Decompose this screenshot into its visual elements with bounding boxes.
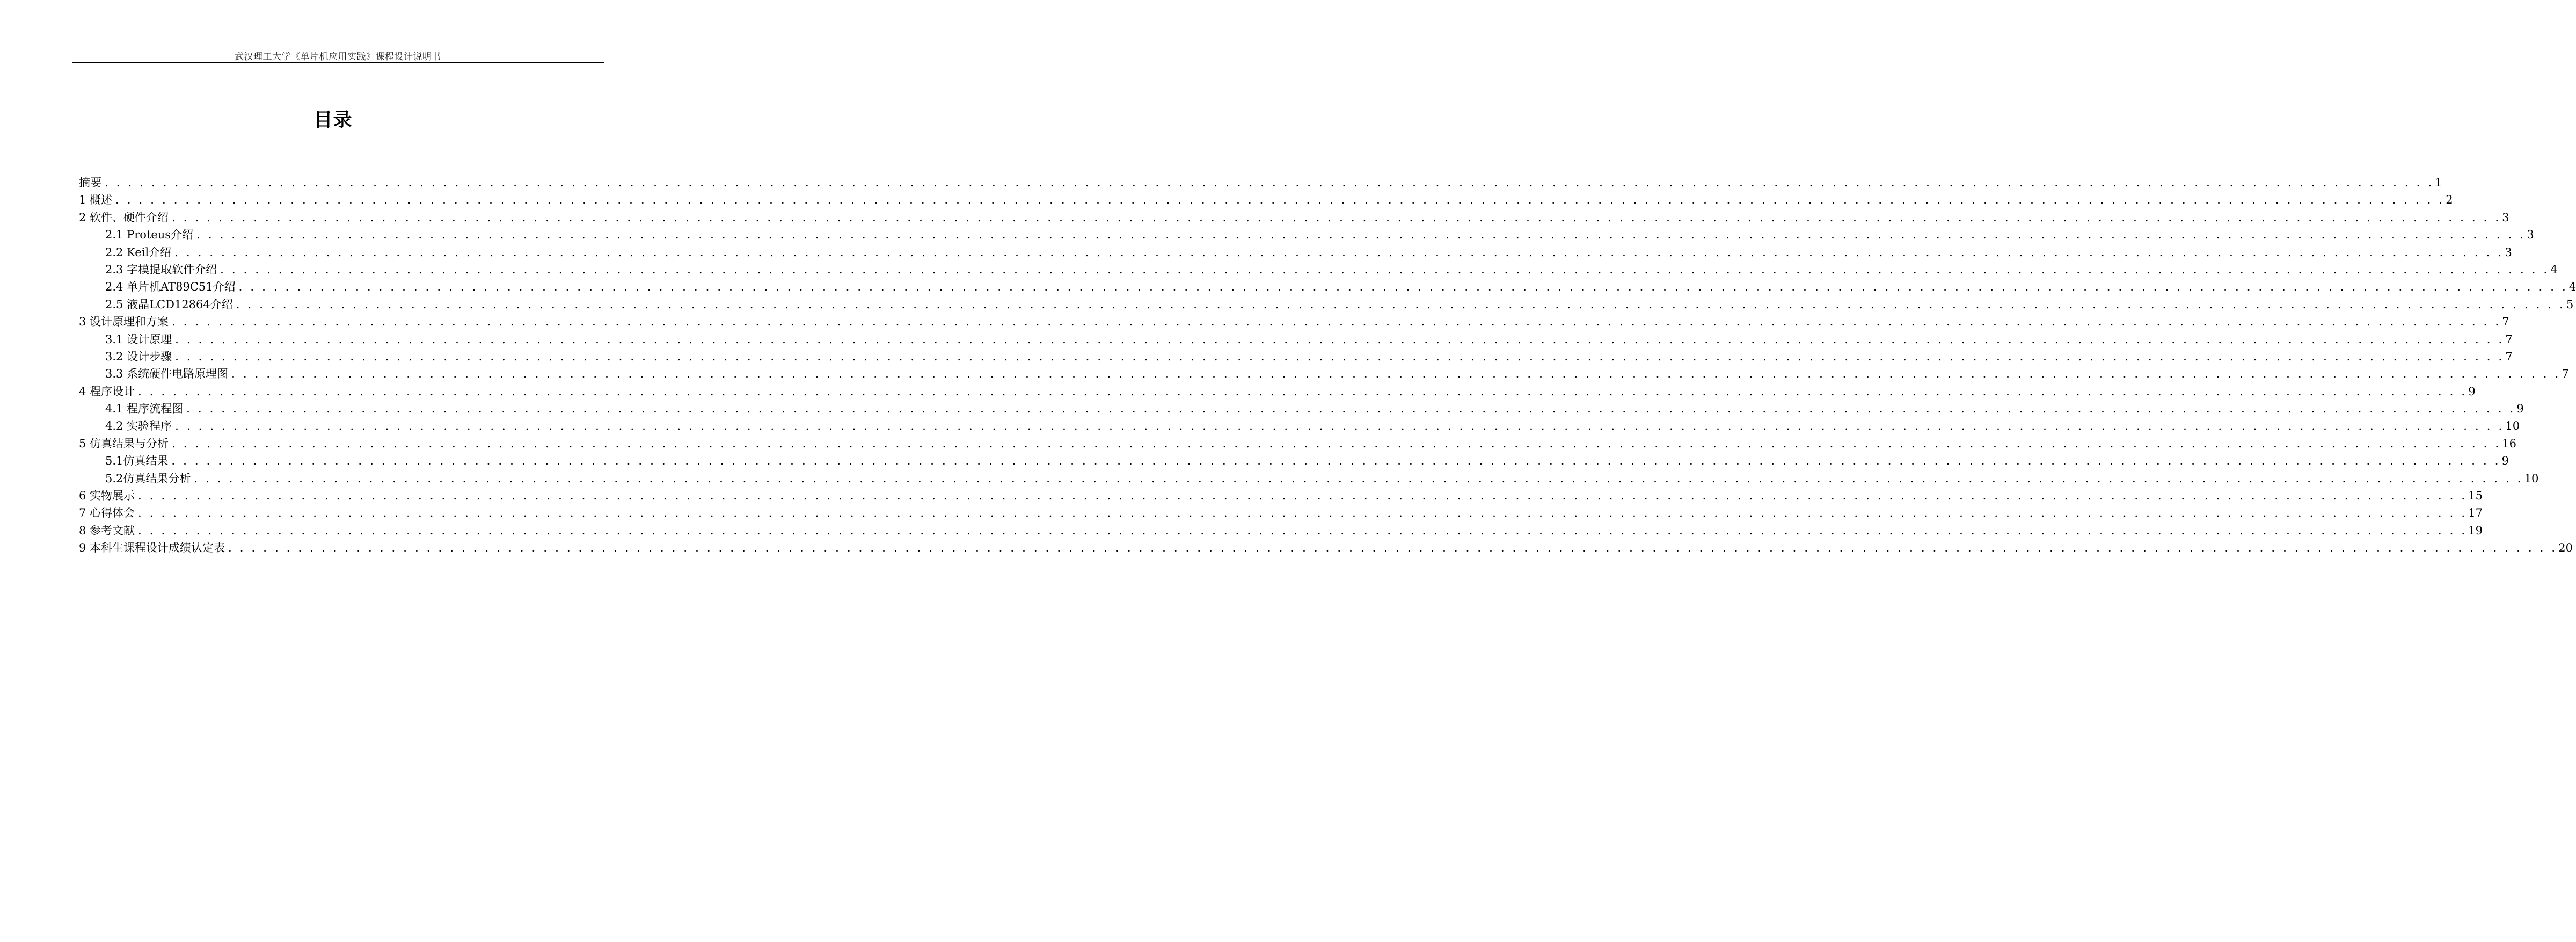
toc-entry-label: 2 软件、硬件介绍 (79, 211, 169, 224)
toc-entry-page-number: 10 (2505, 419, 2520, 433)
toc-entry[interactable] (79, 174, 2442, 191)
toc-entry-page-number: 2 (2446, 193, 2453, 207)
toc-dot-leader: . . . . . . . . . . . . . . . . . . . . . . . . . . . . . . . . . . . . . . . . . . . . . . . . . . . . . . . . . . . . . . . . . . . . . . . . . . . . . . . . . . . . . . . . . . . . . . . . . . . . . . . . . . . . . . . . . . . . . . . . . . . . . . . . . . . . . . . . . . . . . . . . . . . . . . . . . . . . . . . . . . . . . . . . . . . . . . . . . . . . . . . . . . . . . . . . . . . . . . . . (172, 437, 2501, 450)
toc-dot-leader: . . . . . . . . . . . . . . . . . . . . . . . . . . . . . . . . . . . . . . . . . . . . . . . . . . . . . . . . . . . . . . . . . . . . . . . . . . . . . . . . . . . . . . . . . . . . . . . . . . . . . . . . . . . . . . . . . . . . . . . . . . . . . . . . . . . . . . . . . . . . . . . . . . . . . . . . . . . . . . . . . . . . . . . . . . . . . . . . . . . . . . . . . . . . . . . . . . . . . . . . (172, 315, 2501, 329)
toc-entry[interactable] (79, 365, 2569, 382)
toc-entry[interactable] (79, 348, 2513, 365)
toc-entry-label: 2.3 字模提取软件介绍 (105, 263, 217, 276)
toc-entry-page-number: 3 (2527, 228, 2534, 242)
toc-dot-leader: . . . . . . . . . . . . . . . . . . . . . . . . . . . . . . . . . . . . . . . . . . . . . . . . . . . . . . . . . . . . . . . . . . . . . . . . . . . . . . . . . . . . . . . . . . . . . . . . . . . . . . . . . . . . . . . . . . . . . . . . . . . . . . . . . . . . . . . . . . . . . . . . . . . . . . . . . . . . . . . . . . . . . . . . . . . . . . . . . . . . . . . . . . . . . . . . . . . . . . . . (138, 506, 2468, 520)
toc-entry-page-number: 5 (2566, 298, 2574, 311)
toc-entry-page-number: 10 (2524, 472, 2539, 485)
toc-dot-leader: . . . . . . . . . . . . . . . . . . . . . . . . . . . . . . . . . . . . . . . . . . . . . . . . . . . . . . . . . . . . . . . . . . . . . . . . . . . . . . . . . . . . . . . . . . . . . . . . . . . . . . . . . . . . . . . . . . . . . . . . . . . . . . . . . . . . . . . . . . . . . . . . . . . . . . . . . . . . . . . . . . . . . . . . . . . . . . . . . . . . . . . . . . . . . . . . . . . . . . . . (175, 332, 2505, 346)
toc-entry[interactable] (79, 470, 2539, 487)
toc-entry[interactable] (79, 209, 2509, 226)
toc-entry-label: 2.4 单片机AT89C51介绍 (105, 280, 236, 294)
toc-entry-label: 5.2仿真结果分析 (105, 472, 191, 485)
toc-entry-label: 7 心得体会 (79, 506, 135, 520)
toc-dot-leader: . . . . . . . . . . . . . . . . . . . . . . . . . . . . . . . . . . . . . . . . . . . . . . . . . . . . . . . . . . . . . . . . . . . . . . . . . . . . . . . . . . . . . . . . . . . . . . . . . . . . . . . . . . . . . . . . . . . . . . . . . . . . . . . . . . . . . . . . . . . . . . . . . . . . . . . . . . . . . . . . . . . . . . . . . . . . . . . . . . . . . . . . . . . . . . . . . . . . . . . . (228, 541, 2558, 555)
toc-dot-leader: . . . . . . . . . . . . . . . . . . . . . . . . . . . . . . . . . . . . . . . . . . . . . . . . . . . . . . . . . . . . . . . . . . . . . . . . . . . . . . . . . . . . . . . . . . . . . . . . . . . . . . . . . . . . . . . . . . . . . . . . . . . . . . . . . . . . . . . . . . . . . . . . . . . . . . . . . . . . . . . . . . . . . . . . . . . . . . . . . . . . . . . . . . . . . . . . . . . . . . . . (171, 454, 2501, 468)
toc-entry-page-number: 7 (2505, 350, 2513, 363)
toc-entry-page-number: 9 (2516, 402, 2524, 416)
toc-entry-page-number: 3 (2505, 245, 2512, 259)
toc-dot-leader: . . . . . . . . . . . . . . . . . . . . . . . . . . . . . . . . . . . . . . . . . . . . . . . . . . . . . . . . . . . . . . . . . . . . . . . . . . . . . . . . . . . . . . . . . . . . . . . . . . . . . . . . . . . . . . . . . . . . . . . . . . . . . . . . . . . . . . . . . . . . . . . . . . . . . . . . . . . . . . . . . . . . . . . . . . . . . . . . . . . . . . . . . . . . . . . . . . . . . . . . (220, 263, 2550, 276)
page-header (72, 45, 604, 63)
toc-dot-leader: . . . . . . . . . . . . . . . . . . . . . . . . . . . . . . . . . . . . . . . . . . . . . . . . . . . . . . . . . . . . . . . . . . . . . . . . . . . . . . . . . . . . . . . . . . . . . . . . . . . . . . . . . . . . . . . . . . . . . . . . . . . . . . . . . . . . . . . . . . . . . . . . . . . . . . . . . . . . . . . . . . . . . . . . . . . . . . . . . . . . . . . . . . . . . . . . . . . . . . . . (172, 211, 2501, 224)
toc-dot-leader: . . . . . . . . . . . . . . . . . . . . . . . . . . . . . . . . . . . . . . . . . . . . . . . . . . . . . . . . . . . . . . . . . . . . . . . . . . . . . . . . . . . . . . . . . . . . . . . . . . . . . . . . . . . . . . . . . . . . . . . . . . . . . . . . . . . . . . . . . . . . . . . . . . . . . . . . . . . . . . . . . . . . . . . . . . . . . . . . . . . . . . . . . . . . . . . . . . . . . . . . (194, 472, 2523, 485)
toc-entry-label: 2.1 Proteus介绍 (105, 228, 194, 242)
toc-entry-page-number: 15 (2468, 489, 2483, 503)
toc-dot-leader: . . . . . . . . . . . . . . . . . . . . . . . . . . . . . . . . . . . . . . . . . . . . . . . . . . . . . . . . . . . . . . . . . . . . . . . . . . . . . . . . . . . . . . . . . . . . . . . . . . . . . . . . . . . . . . . . . . . . . . . . . . . . . . . . . . . . . . . . . . . . . . . . . . . . . . . . . . . . . . . . . . . . . . . . . . . . . . . . . . . . . . . . . . . . . . . . . . . . . . . . (105, 176, 2434, 189)
toc-entry[interactable] (79, 331, 2513, 348)
toc-entry-label: 1 概述 (79, 193, 113, 207)
toc-entry[interactable] (79, 417, 2520, 434)
toc-entry[interactable] (79, 400, 2524, 417)
toc-entry[interactable] (79, 278, 2576, 295)
toc-entry-label: 摘要 (79, 176, 101, 189)
toc-entry-page-number: 4 (2568, 280, 2576, 294)
toc-entry-page-number: 3 (2502, 211, 2509, 224)
toc-entry-label: 2.2 Keil介绍 (105, 245, 172, 259)
toc-dot-leader: . . . . . . . . . . . . . . . . . . . . . . . . . . . . . . . . . . . . . . . . . . . . . . . . . . . . . . . . . . . . . . . . . . . . . . . . . . . . . . . . . . . . . . . . . . . . . . . . . . . . . . . . . . . . . . . . . . . . . . . . . . . . . . . . . . . . . . . . . . . . . . . . . . . . . . . . . . . . . . . . . . . . . . . . . . . . . . . . . . . . . . . . . . . . . . . . . . . . . . . . (196, 228, 2526, 242)
toc-entry-label: 5 仿真结果与分析 (79, 437, 169, 450)
toc-entry-page-number: 16 (2502, 437, 2517, 450)
toc-entry-label: 3.1 设计原理 (105, 332, 172, 346)
toc-entry[interactable] (79, 296, 2574, 313)
header-text: 武汉理工大学《单片机应用实践》课程设计说明书 (235, 52, 441, 62)
toc-entry-label: 4.1 程序流程图 (105, 402, 184, 416)
toc-entry-label: 8 参考文献 (79, 524, 135, 537)
toc-dot-leader: . . . . . . . . . . . . . . . . . . . . . . . . . . . . . . . . . . . . . . . . . . . . . . . . . . . . . . . . . . . . . . . . . . . . . . . . . . . . . . . . . . . . . . . . . . . . . . . . . . . . . . . . . . . . . . . . . . . . . . . . . . . . . . . . . . . . . . . . . . . . . . . . . . . . . . . . . . . . . . . . . . . . . . . . . . . . . . . . . . . . . . . . . . . . . . . . . . . . . . . . (138, 489, 2468, 503)
toc-entry[interactable] (79, 504, 2483, 521)
toc-entry[interactable] (79, 313, 2509, 330)
toc-entry[interactable] (79, 487, 2483, 504)
toc-entry-page-number: 9 (2468, 385, 2476, 398)
toc-entry-page-number: 20 (2558, 541, 2573, 555)
toc-dot-leader: . . . . . . . . . . . . . . . . . . . . . . . . . . . . . . . . . . . . . . . . . . . . . . . . . . . . . . . . . . . . . . . . . . . . . . . . . . . . . . . . . . . . . . . . . . . . . . . . . . . . . . . . . . . . . . . . . . . . . . . . . . . . . . . . . . . . . . . . . . . . . . . . . . . . . . . . . . . . . . . . . . . . . . . . . . . . . . . . . . . . . . . . . . . . . . . . . . . . . . . . (175, 419, 2505, 433)
toc-entry-label: 4.2 实验程序 (105, 419, 172, 433)
toc-dot-leader: . . . . . . . . . . . . . . . . . . . . . . . . . . . . . . . . . . . . . . . . . . . . . . . . . . . . . . . . . . . . . . . . . . . . . . . . . . . . . . . . . . . . . . . . . . . . . . . . . . . . . . . . . . . . . . . . . . . . . . . . . . . . . . . . . . . . . . . . . . . . . . . . . . . . . . . . . . . . . . . . . . . . . . . . . . . . . . . . . . . . . . . . . . . . . . . . . . . . . . . . (174, 245, 2504, 259)
toc-entry[interactable] (79, 226, 2534, 243)
toc-entry-page-number: 9 (2501, 454, 2509, 468)
page-title: 目录 (313, 110, 353, 131)
table-of-contents (79, 174, 2576, 557)
toc-entry[interactable] (79, 522, 2483, 539)
toc-entry-label: 9 本科生课程设计成绩认定表 (79, 541, 225, 555)
toc-entry[interactable] (79, 191, 2453, 208)
toc-entry-page-number: 4 (2550, 263, 2558, 276)
toc-entry-label: 3.3 系统硬件电路原理图 (105, 367, 229, 381)
toc-entry-page-number: 19 (2468, 524, 2483, 537)
toc-entry-page-number: 7 (2562, 367, 2569, 381)
toc-entry[interactable] (79, 452, 2509, 469)
toc-entry[interactable] (79, 244, 2512, 261)
toc-entry[interactable] (79, 383, 2476, 400)
toc-entry[interactable] (79, 435, 2517, 452)
toc-dot-leader: . . . . . . . . . . . . . . . . . . . . . . . . . . . . . . . . . . . . . . . . . . . . . . . . . . . . . . . . . . . . . . . . . . . . . . . . . . . . . . . . . . . . . . . . . . . . . . . . . . . . . . . . . . . . . . . . . . . . . . . . . . . . . . . . . . . . . . . . . . . . . . . . . . . . . . . . . . . . . . . . . . . . . . . . . . . . . . . . . . . . . . . . . . . . . . . . . . . . . . . . (231, 367, 2561, 381)
toc-entry-label: 6 实物展示 (79, 489, 135, 503)
toc-entry-page-number: 7 (2502, 315, 2509, 329)
toc-entry-label: 3 设计原理和方案 (79, 315, 169, 329)
toc-dot-leader: . . . . . . . . . . . . . . . . . . . . . . . . . . . . . . . . . . . . . . . . . . . . . . . . . . . . . . . . . . . . . . . . . . . . . . . . . . . . . . . . . . . . . . . . . . . . . . . . . . . . . . . . . . . . . . . . . . . . . . . . . . . . . . . . . . . . . . . . . . . . . . . . . . . . . . . . . . . . . . . . . . . . . . . . . . . . . . . . . . . . . . . . . . . . . . . . . . . . . . . . (115, 193, 2445, 207)
toc-dot-leader: . . . . . . . . . . . . . . . . . . . . . . . . . . . . . . . . . . . . . . . . . . . . . . . . . . . . . . . . . . . . . . . . . . . . . . . . . . . . . . . . . . . . . . . . . . . . . . . . . . . . . . . . . . . . . . . . . . . . . . . . . . . . . . . . . . . . . . . . . . . . . . . . . . . . . . . . . . . . . . . . . . . . . . . . . . . . . . . . . . . . . . . . . . . . . . . . . . . . . . . . (175, 350, 2505, 363)
toc-entry-label: 5.1仿真结果 (105, 454, 169, 468)
toc-dot-leader: . . . . . . . . . . . . . . . . . . . . . . . . . . . . . . . . . . . . . . . . . . . . . . . . . . . . . . . . . . . . . . . . . . . . . . . . . . . . . . . . . . . . . . . . . . . . . . . . . . . . . . . . . . . . . . . . . . . . . . . . . . . . . . . . . . . . . . . . . . . . . . . . . . . . . . . . . . . . . . . . . . . . . . . . . . . . . . . . . . . . . . . . . . . . . . . . . . . . . . . . (138, 385, 2468, 398)
toc-entry[interactable] (79, 539, 2573, 556)
toc-entry[interactable] (79, 261, 2558, 278)
toc-entry-label: 4 程序设计 (79, 385, 135, 398)
toc-entry-page-number: 7 (2505, 332, 2513, 346)
toc-dot-leader: . . . . . . . . . . . . . . . . . . . . . . . . . . . . . . . . . . . . . . . . . . . . . . . . . . . . . . . . . . . . . . . . . . . . . . . . . . . . . . . . . . . . . . . . . . . . . . . . . . . . . . . . . . . . . . . . . . . . . . . . . . . . . . . . . . . . . . . . . . . . . . . . . . . . . . . . . . . . . . . . . . . . . . . . . . . . . . . . . . . . . . . . . . . . . . . . . . . . . . . . (138, 524, 2468, 537)
toc-entry-label: 3.2 设计步骤 (105, 350, 172, 363)
toc-entry-page-number: 1 (2435, 176, 2442, 189)
toc-entry-label: 2.5 液晶LCD12864介绍 (105, 298, 233, 311)
toc-dot-leader: . . . . . . . . . . . . . . . . . . . . . . . . . . . . . . . . . . . . . . . . . . . . . . . . . . . . . . . . . . . . . . . . . . . . . . . . . . . . . . . . . . . . . . . . . . . . . . . . . . . . . . . . . . . . . . . . . . . . . . . . . . . . . . . . . . . . . . . . . . . . . . . . . . . . . . . . . . . . . . . . . . . . . . . . . . . . . . . . . . . . . . . . . . . . . . . . . . . . . . . . (186, 402, 2516, 416)
toc-dot-leader: . . . . . . . . . . . . . . . . . . . . . . . . . . . . . . . . . . . . . . . . . . . . . . . . . . . . . . . . . . . . . . . . . . . . . . . . . . . . . . . . . . . . . . . . . . . . . . . . . . . . . . . . . . . . . . . . . . . . . . . . . . . . . . . . . . . . . . . . . . . . . . . . . . . . . . . . . . . . . . . . . . . . . . . . . . . . . . . . . . . . . . . . . . . . . . . . . . . . . . . . (236, 298, 2565, 311)
toc-entry-page-number: 17 (2468, 506, 2483, 520)
toc-dot-leader: . . . . . . . . . . . . . . . . . . . . . . . . . . . . . . . . . . . . . . . . . . . . . . . . . . . . . . . . . . . . . . . . . . . . . . . . . . . . . . . . . . . . . . . . . . . . . . . . . . . . . . . . . . . . . . . . . . . . . . . . . . . . . . . . . . . . . . . . . . . . . . . . . . . . . . . . . . . . . . . . . . . . . . . . . . . . . . . . . . . . . . . . . . . . . . . . . . . . . . . . (238, 280, 2568, 294)
